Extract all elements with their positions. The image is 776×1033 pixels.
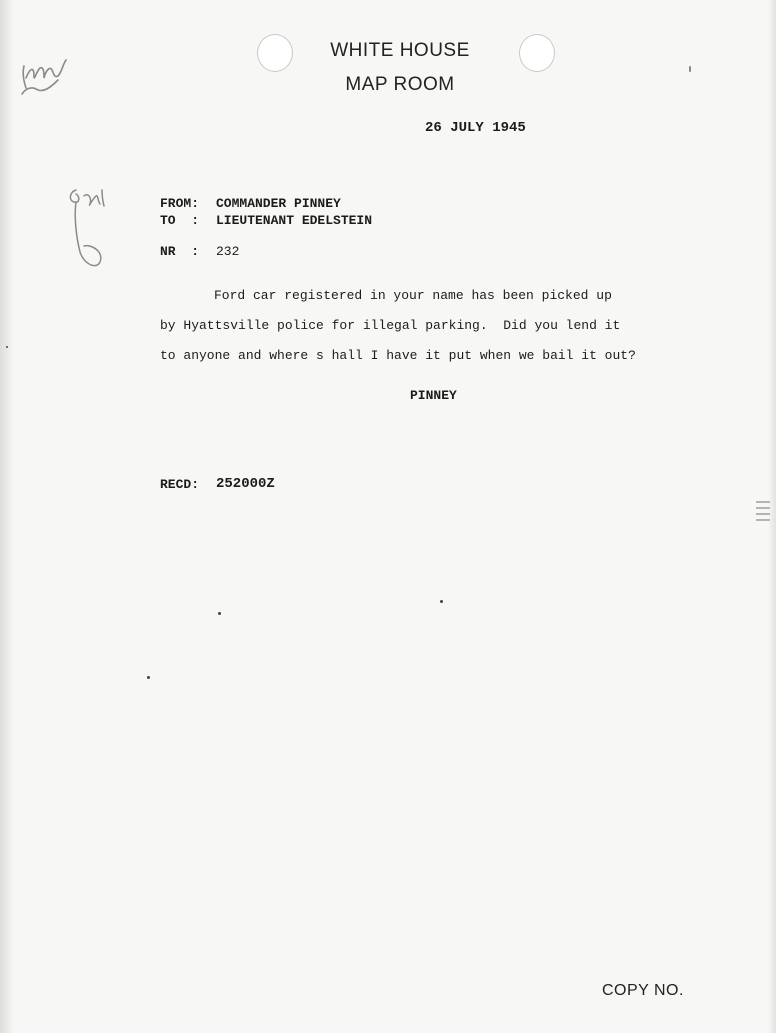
from-label: FROM: xyxy=(160,196,200,211)
received-value: 252000Z xyxy=(216,476,275,492)
header-subtitle: MAP ROOM xyxy=(345,74,455,95)
from-value: COMMANDER PINNEY xyxy=(216,196,341,211)
document-date: 26 JULY 1945 xyxy=(425,120,526,136)
received-label: RECD: xyxy=(160,477,200,492)
message-line-2: by Hyattsville police for illegal parking. Did you lend it xyxy=(160,318,621,333)
paper-speck xyxy=(6,346,8,348)
message-line-3: to anyone and where s hall I have it put when we bail it out? xyxy=(160,348,636,363)
copy-number-label: COPY NO. xyxy=(602,982,684,999)
page-edge-left xyxy=(0,0,14,1033)
handwritten-initials-icon xyxy=(18,48,78,108)
nr-value: 232 xyxy=(216,244,240,259)
paper-speck xyxy=(689,66,691,72)
paper-speck xyxy=(218,612,221,615)
signature: PINNEY xyxy=(410,388,457,403)
to-label: TO : xyxy=(160,213,200,228)
header-title: WHITE HOUSE xyxy=(330,40,470,61)
nr-label: NR : xyxy=(160,244,200,259)
paper-speck xyxy=(440,600,443,603)
margin-stamp-mark xyxy=(754,498,772,528)
paper-speck xyxy=(147,676,150,679)
message-line-1: Ford car registered in your name has been picked up xyxy=(214,288,612,303)
handwritten-initials-side-icon xyxy=(62,186,112,276)
to-value: LIEUTENANT EDELSTEIN xyxy=(216,213,373,228)
